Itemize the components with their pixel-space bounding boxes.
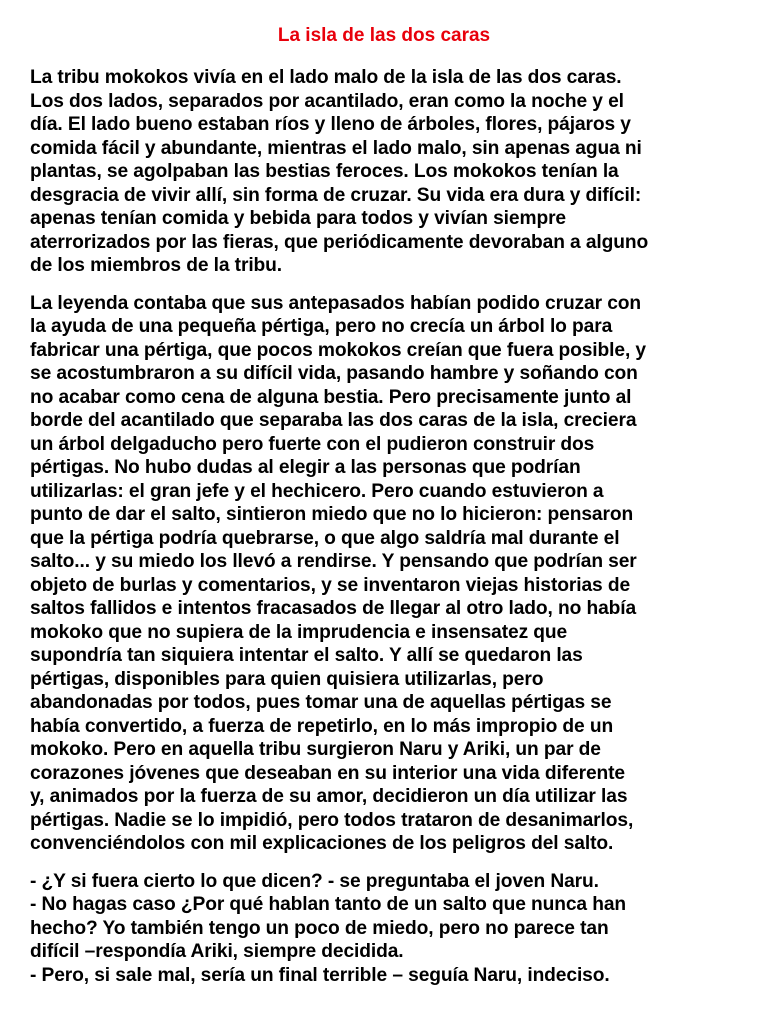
text-line: día. El lado bueno estaban ríos y lleno de árboles, flores, pájaros y <box>30 114 631 135</box>
paragraph <box>30 292 750 856</box>
text-line: objeto de burlas y comentarios, y se inventaron viejas historias de <box>30 574 631 596</box>
text-line: saltos fallidos e intentos fracasados de llegar al otro lado, no había <box>30 598 637 619</box>
text-line: salto... y su miedo los llevó a rendirse. Y pensando que podrían ser <box>30 551 637 572</box>
text-line: pértigas. No hubo dudas al elegir a las personas que podrían <box>30 457 581 478</box>
text-line: un árbol delgaducho pero fuerte con el pudieron construir dos <box>30 433 595 455</box>
text-line: - No hagas caso ¿Por qué hablan tanto de un salto que nunca han <box>30 894 627 915</box>
text-line: La leyenda contaba que sus antepasados habían podido cruzar con <box>30 292 642 314</box>
document-title: La isla de las dos caras <box>277 25 491 46</box>
text-line: que la pértiga podría quebrarse, o que algo saldría mal durante el <box>30 527 620 549</box>
text-line: utilizarlas: el gran jefe y el hechicero. Pero cuando estuvieron a <box>30 480 604 502</box>
text-line: aterrorizados por las fieras, que periódicamente devoraban a alguno <box>30 231 649 253</box>
text-line: desgracia de vivir allí, sin forma de cruzar. Su vida era dura y difícil: <box>30 184 642 206</box>
paragraph <box>30 870 750 988</box>
text-line: La tribu mokokos vivía en el lado malo de la isla de las dos caras. <box>30 67 622 88</box>
text-line: mokoko. Pero en aquella tribu surgieron Naru y Ariki, un par de <box>30 739 601 760</box>
text-line: plantas, se agolpaban las bestias feroces. Los mokokos tenían la <box>30 161 619 182</box>
text-line: abandonadas por todos, pues tomar una de aquellas pértigas se <box>30 692 612 713</box>
text-line: fabricar una pértiga, que pocos mokokos creían que fuera posible, y <box>30 339 646 361</box>
text-line: pértigas. Nadie se lo impidió, pero todos trataron de desanimarlos, <box>30 809 634 831</box>
text-line: comida fácil y abundante, mientras el lado malo, sin apenas agua ni <box>30 137 642 159</box>
text-line: convenciéndolos con mil explicaciones de los peligros del salto. <box>30 833 614 854</box>
document-body <box>30 66 750 1001</box>
text-line: supondría tan siquiera intentar el salto. Y allí se quedaron las <box>30 645 583 666</box>
text-line: no acabar como cena de alguna bestia. Pero precisamente junto al <box>30 386 632 408</box>
text-line: había convertido, a fuerza de repetirlo, en lo más impropio de un <box>30 715 614 737</box>
text-line: se acostumbraron a su difícil vida, pasando hambre y soñando con <box>30 363 638 384</box>
text-line: corazones jóvenes que deseaban en su interior una vida diferente <box>30 762 625 784</box>
paragraph <box>30 66 750 278</box>
text-line: mokoko que no supiera de la imprudencia e insensatez que <box>30 621 568 643</box>
text-line: Los dos lados, separados por acantilado, eran como la noche y el <box>30 90 624 112</box>
text-line: - ¿Y si fuera cierto lo que dicen? - se preguntaba el joven Naru. <box>30 870 599 892</box>
text-line: apenas tenían comida y bebida para todos y vivían siempre <box>30 208 567 229</box>
text-line: la ayuda de una pequeña pértiga, pero no crecía un árbol lo para <box>30 316 613 337</box>
text-line: hecho? Yo también tengo un poco de miedo, pero no parece tan <box>30 917 609 939</box>
text-line: - Pero, si sale mal, sería un final terrible – seguía Naru, indeciso. <box>30 964 610 986</box>
text-line: y, animados por la fuerza de su amor, decidieron un día utilizar las <box>30 786 628 807</box>
text-line: de los miembros de la tribu. <box>30 255 283 276</box>
text-line: borde del acantilado que separaba las dos caras de la isla, creciera <box>30 410 637 431</box>
text-line: difícil –respondía Ariki, siempre decidida. <box>30 941 404 962</box>
text-line: pértigas, disponibles para quien quisiera utilizarlas, pero <box>30 668 544 690</box>
text-line: punto de dar el salto, sintieron miedo que no lo hicieron: pensaron <box>30 504 634 525</box>
